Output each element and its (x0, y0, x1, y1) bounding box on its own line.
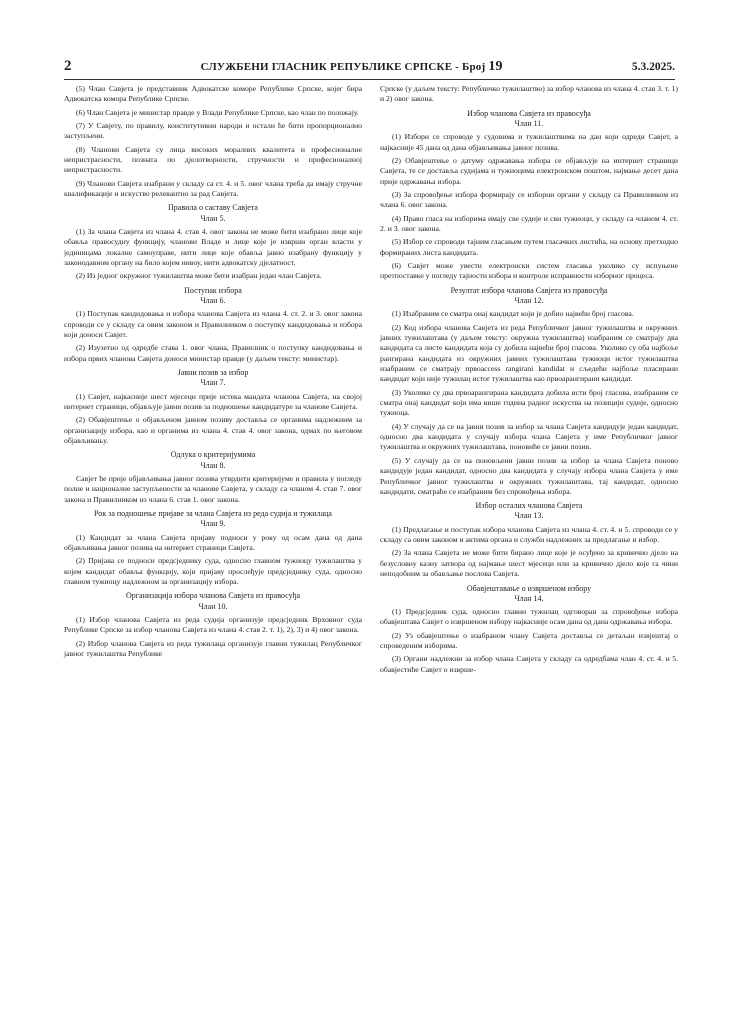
paragraph: (2) Уз обавјештење о изабраном члану Савјета доставља се детаљан извјештај о спроведеним изборима. (380, 630, 678, 651)
paragraph: (2) Пријава се подноси предсједнику суда, односно главном тужиоцу тужилаштва у којем кандидат обавља функцију, који пријаву прослеђује предсједнику суда, односно главном тужиоцу надлежном за организацију избора. (64, 556, 362, 586)
article-number: Члан 6. (200, 296, 226, 306)
section-title: Резултат избора чланова Савјета из правосуђа (450, 285, 608, 295)
paragraph: (8) Чланови Савјета су лица високих моралних квалитета и професионалне непристрасности, позната по дјелотворности, стручности и професионалној непристрасности. (64, 144, 362, 175)
section-title: Избор чланова Савјета из правосуђа (467, 108, 591, 118)
paragraph: (7) У Савјету, по правилу, конститутивни народи и остали ће бити пропорционално заступљени. (64, 121, 362, 141)
paragraph: (3) Уколико су два првоaрaнгирана кандидата добила исти број гласова, изабраним се сматра онај кандидат који има више година радног искуства на позицији судије, односно тужиоца. (380, 387, 678, 418)
paragraph: (9) Чланови Савјета изабрани у складу са ст. 4. и 5. овог члана треба да имају стручне квалификације и искуство релевантно за рад Савјета. (64, 178, 362, 199)
right-column (380, 84, 678, 678)
section-title: Избор осталих чланова Савјета (475, 501, 583, 511)
section-title: Одлука о критеријумима (170, 450, 256, 460)
section-title: Правила о саставу Савјета (168, 203, 258, 213)
paragraph: (2) Обавјештење о објављеном јавном позиву доставља се органима надлежним за организацију избора, као и органима из члана 4. став 4. овог закона, одмах по његовом објављивању. (64, 415, 362, 446)
paragraph: (1) Предсједник суда, односно главни тужилац одговоран за спровођење избора обавјештава Савјет о извршеном избору најкасније осам дана од дана одржавања избора. (380, 607, 678, 627)
article-number: Члан 12. (514, 296, 544, 306)
paragraph: (1) За члана Савјета из члана 4. став 4. овог закона не може бити изабрано лице које обавља правосудну функцију, чланови Владе и лице које је изврши орган власти у јединицама локалне самоуправе, нити лице које обавља јавно изабрану функцију у законодавном органу на било којем нивоу, нити адвокатску дјелатност. (64, 227, 362, 268)
publication-title (201, 59, 503, 75)
paragraph: (1) Поступак кандидовања и избора чланова Савјета из члана 4. ст. 2. и 3. овог закона спроводи се у складу са овим законом и Правилником о поступку кандидовања и избора који доноси Савјет. (64, 309, 362, 340)
paragraph: (3) Органи надлежни за избор члана Савјета у складу са одредбама члан 4. ст. 4. и 5. обавјестиће Савјет о изврше- (380, 654, 678, 674)
paragraph: (1) Савјет, најкасније шест мјесеци прије истека мандата чланова Савјета, на својој интернет страници, објављује јавни позив за подношење кандидатуре за чланове Савјета. (64, 391, 362, 411)
paragraph: (1) Изабраним се сматра онај кандидат који је добио највећи број гласова. (392, 309, 634, 319)
issue-number: 19 (488, 59, 503, 74)
paragraph: (1) Избор чланова Савјета из реда судија организује предсједник Врховног суда Републике Српске за избор чланова Савјета из члана 4. став 2. т. 1), 2), 3) и 4) овог закона. (64, 614, 362, 635)
article-number: Члан 5. (200, 213, 226, 223)
paragraph: (2) Из једног окружног тужилаштва може бити изабран један члан Савјета. (76, 271, 322, 281)
paragraph: (2) За члана Савјета не може бити бирано лице које је осуђено за кривично дјело на безусловну казну затвора од најмање шест мјесеци или за кривично дјело које га чини неподобним за обављање послова Савјета. (380, 548, 678, 579)
section-title: Јавни позив за избор (177, 368, 249, 378)
paragraph: (4) У случају да се на јавни позив за избор за члана Савјета кандидује један кандидат, односно два кандидата у случају избора члана Савјета у име Републичког јавног тужилаштва и окружних тужилаштава, поновиће се јавни позив. (380, 421, 678, 452)
article-number: Члан 11. (514, 118, 544, 128)
paragraph: (2) Обавјештење о датуму одржавања избора се објављује на интернет страници Савјета, те се доставља судијама и тужиоцима електронском поштом, најмање десет дана прије одржавања избора. (380, 155, 678, 186)
page-number: 2 (64, 58, 72, 74)
section-title: Рок за подношење пријаве за члана Савјета из реда судија и тужилаца (94, 509, 332, 518)
issue-date: 5.3.2025. (631, 61, 675, 73)
paragraph: (2) Избор чланова Савјета из реда тужилаца организује главни тужилац Републичког јавног тужилаштва Републике (64, 638, 362, 658)
paragraph: (5) У случају да се на поновљени јавни позив за избор за члана Савјета поново кандидује један кандидат, односно два кандидата у случају избора члана Савјета у име Републичког јавног тужилаштва и окружних тужилаштава, тај кандидат, односно кандидати, сматраће се изабраним без спровођења избора. (380, 455, 678, 496)
publication-name: СЛУЖБЕНИ ГЛАСНИК РЕПУБЛИКЕ СРПСКЕ - Број (200, 61, 486, 73)
paragraph: (3) За спровођење избора формирају се изборни органи у складу са Правилником из члана 6. овог закона. (380, 190, 678, 210)
article-number: Члан 9. (200, 519, 226, 529)
article-number: Члан 14. (514, 593, 544, 603)
paragraph: Савјет ће прије објављивања јавног позива утврдити критеријуме и правила у погледу полне и националне заступљености за чланове Савјета, у складу са чланом 4. став 7. овог закона и Правилником из члана 6. став 1. овог закона. (64, 473, 362, 504)
paragraph: (2) Изузетно од одредбе става 1. овог члана, Правилник о поступку кандидовања и избора првих чланова Савјета доноси министар правде (у даљем тексту: министар). (64, 343, 362, 363)
paragraph: (5) Избор се спроводи тајним гласањем путем гласачких листића, на основу претходно формираних листа кандидата. (380, 237, 678, 257)
paragraph: (1) Предлагање и поступак избора чланова Савјета из члана 4. ст. 4. и 5. спроводи се у складу са овим законом и актима органа и служби надлежних за предлагање и избор. (380, 524, 678, 545)
section-title: Поступак избора (184, 285, 242, 295)
article-number: Члан 10. (198, 601, 228, 611)
article-number: Члан 7. (200, 378, 226, 388)
paragraph: (4) Право гласа на изборима имају све судије и сви тужиоци, у складу са чланом 4. ст. 2. и 3. овог закона. (380, 213, 678, 234)
paragraph: (2) Код избора чланова Савјета из реда Републичког јавног тужилаштва и окружних јавних тужилаштава (у даљем тексту: окружна тужилаштва) изабраним се сматрају два кандидата са листе кандидата која су добила највећи број гласова. Уколико су оба најбоље рангирана кандидата из окружних јавних тужилаштава тужиоци истог тужилаштва изабраним се сматрају првоaccess rangirani kandidat и сљедећи најбоље пласирани кандидат који није тужилац истог тужилаштва као првоaрaнгирани кандидат. (380, 322, 678, 384)
article-number: Члан 13. (514, 511, 544, 521)
paragraph-continued: Српске (у даљем тексту: Републичко тужилаштво) за избор чланова из члана 4. став 3. т. 1) и 2) овог закона. (380, 84, 678, 104)
paragraph: (5) Члан Савјета је представник Адвокатске коморе Републике Српске, којег бира Адвокатска комора Републике Српске. (64, 84, 362, 104)
paragraph: (6) Савјет може увести електронски систем гласања уколико су испуњене претпоставке у погледу тајности избора и контроле исправности изборног процеса. (380, 261, 678, 281)
section-title: Организација избора чланова Савјета из правосуђа (126, 591, 300, 601)
paragraph: (6) Члан Савјета је министар правде у Влади Републике Српске, као члан по положају. (76, 107, 359, 117)
article-number: Члан 8. (200, 460, 226, 470)
paragraph: (1) Кандидат за члана Савјета пријаву подноси у року од осам дана од дана објављивања јавног позива на интернет страници Савјета. (64, 532, 362, 552)
left-column (64, 84, 362, 662)
page-header (64, 58, 675, 80)
section-title: Обавјештавање о извршеном избору (466, 583, 592, 593)
paragraph: (1) Избори се спроводе у судовима и тужилаштвима на дан који одреди Савјет, а најкасније 45 дана од дана објављивања јавног позива. (380, 132, 678, 152)
